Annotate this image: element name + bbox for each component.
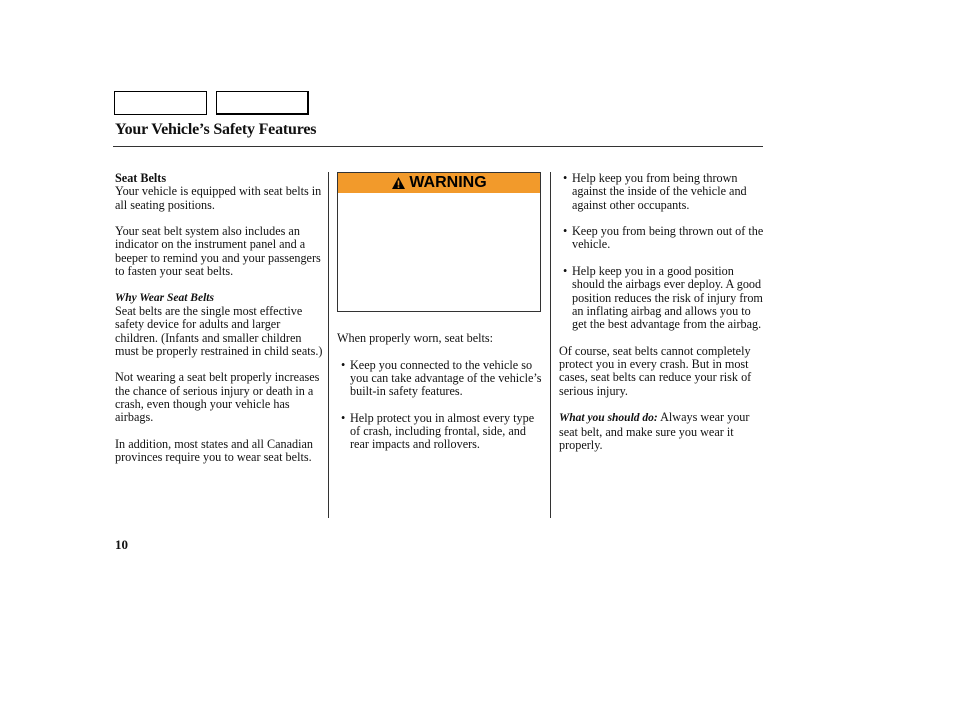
bullet-icon: • (341, 410, 346, 425)
list-item: • Keep you connected to the vehicle so you can take advantage of the vehicle’s built-in safety features. (341, 357, 542, 399)
what-you-should-do-label: What you should do: (559, 412, 658, 425)
intro-text: When properly worn, seat belts: (337, 331, 494, 345)
paragraph: Your vehicle is equipped with seat belts in all seating positions. (115, 184, 322, 212)
warning-triangle-icon (391, 176, 406, 190)
list-item: • Help keep you from being thrown against the inside of the vehicle and against other occupants. (563, 171, 747, 212)
section-title: Your Vehicle’s Safety Features (115, 121, 317, 138)
list-item: • Help keep you in a good position should the airbags ever deploy. A good position reduces the risk of injury from an inflating airbag and allows you to get the best advantage from the airbag. (563, 264, 763, 332)
paragraph: Of course, seat belts cannot completely protect you in every crash. But in most cases, seat belts can reduce your risk of serious injury. (559, 343, 752, 398)
list-item: • Keep you from being thrown out of the vehicle. (563, 224, 764, 252)
list-item: • Help protect you in almost every type of crash, including frontal, side, and rear impacts and rollovers. (341, 410, 535, 452)
nav-tab-box-2[interactable] (216, 91, 309, 115)
title-rule (113, 146, 763, 147)
warning-box (337, 172, 541, 312)
page-number: 10 (115, 537, 128, 552)
seat-belts-heading: Seat Belts (115, 171, 167, 185)
bullet-icon: • (563, 224, 568, 239)
bullet-icon: • (563, 264, 568, 279)
bullet-icon: • (563, 171, 568, 185)
warning-banner (338, 173, 540, 193)
bullet-icon: • (341, 357, 346, 372)
paragraph: In addition, most states and all Canadian provinces require you to wear seat belts. (115, 436, 314, 465)
column-divider-2 (550, 172, 551, 518)
why-wear-subheading: Why Wear Seat Belts (115, 291, 214, 304)
nav-tab-box-1[interactable] (114, 91, 207, 115)
paragraph: Not wearing a seat belt properly increases the chance of serious injury or death in a crash, even though your vehicle has airbags. (115, 370, 320, 425)
paragraph: Seat belts are the single most effective safety device for adults and larger children. (Infants and smaller children must be properly restrained in child seats.) (115, 303, 323, 358)
column-3 (559, 172, 764, 452)
column-2 (337, 332, 547, 452)
warning-label: WARNING (409, 174, 487, 191)
column-1 (115, 172, 325, 465)
paragraph: Your seat belt system also includes an indicator on the instrument panel and a beeper to remind you and your passengers to fasten your seat belts. (115, 224, 321, 279)
paragraph: What you should do: Always wear your seat belt, and make sure you wear it properly. (559, 410, 750, 452)
column-divider-1 (328, 172, 329, 518)
